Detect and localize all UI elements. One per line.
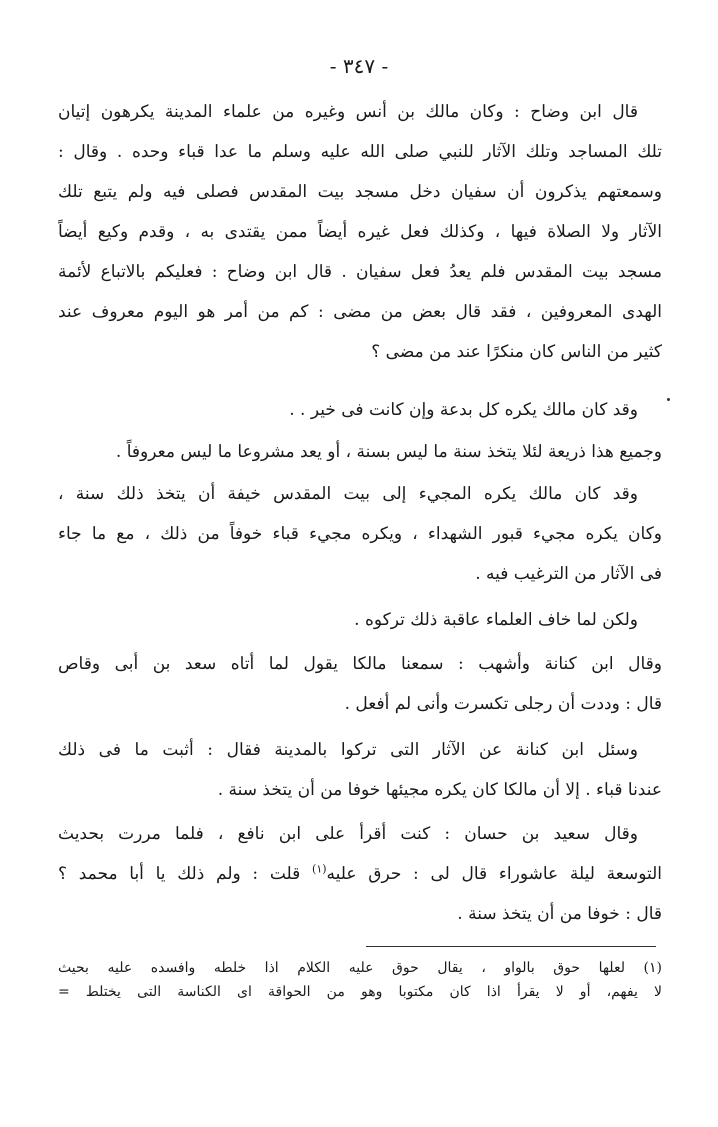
footnote-divider (366, 946, 656, 947)
text-line: الهدى المعروفين ، فقد قال بعض من مضى : كم من أمر هو اليوم معروف عند (58, 302, 662, 322)
text-line: وقال ابن كنانة وأشهب : سمعنا مالكا يقول لما أتاه سعد بن أبى وقاص (58, 654, 662, 674)
paragraph-6 (58, 644, 662, 724)
footnote-line: (١) لعلها حوق بالواو ، يقال حوق عليه الكلام اذا خلطه وافسده عليه بحيث (58, 960, 662, 976)
text-line: وجميع هذا ذريعة لئلا يتخذ سنة ما ليس بسنة ، أو يعد مشروعا ما ليس معروفاً . (115, 442, 662, 462)
text-line: عندنا قباء . إلا أن مالكا كان يكره مجيئها خوفا من أن يتخذ سنة . (217, 780, 662, 800)
paragraph-4 (58, 474, 662, 594)
text-line: وقد كان مالك يكره المجيء إلى بيت المقدس خيفة أن يتخذ ذلك سنة ، (58, 484, 638, 504)
text-line: فى الآثار من الترغيب فيه . (475, 564, 662, 584)
text-line: وسئل ابن كنانة عن الآثار التى تركوا بالمدينة فقال : أثبت ما فى ذلك (58, 740, 638, 760)
paragraph-7 (58, 730, 662, 810)
text-line: تلك المساجد وتلك الآثار للنبي صلى الله عليه وسلم ما عدا قباء وحده . وقال : (58, 142, 662, 162)
paragraph-5 (58, 600, 662, 640)
text-line-with-footnote-ref (58, 854, 662, 894)
paragraph-1 (58, 92, 662, 372)
text-line: وسمعتهم يذكرون أن سفيان دخل مسجد بيت المقدس فصلى فيه ولم يتبع تلك (58, 182, 662, 202)
footnote-reference[interactable]: (١) (312, 862, 327, 876)
text-line: قال : وددت أن رجلى تكسرت وأنى لم أفعل . (344, 694, 662, 714)
footnote-line: لا يفهم، أو لا يقرأ اذا كان مكتوبا وهو من الحواقة اى الكناسة التى يختلط = (58, 984, 662, 1000)
paragraph-2 (58, 390, 662, 430)
page-number: - ٣٤٧ - (329, 54, 389, 78)
footnote (58, 956, 662, 1004)
text-line: الآثار ولا الصلاة فيها ، وكذلك فعل غيره أيضاً ممن يقتدى به ، وقدم وكيع أيضاً (58, 222, 662, 242)
text-line: وكان يكره مجيء قبور الشهداء ، ويكره مجيء قباء خوفاً من ذلك ، مع ما جاء (58, 524, 662, 544)
margin-mark (667, 398, 670, 401)
paragraph-3 (58, 432, 662, 472)
text-line: وقال سعيد بن حسان : كنت أقرأ على ابن نافع ، فلما مررت بحديث (58, 824, 638, 844)
text-segment: التوسعة ليلة عاشوراء قال لى : حرق عليه (326, 864, 662, 884)
text-line: مسجد بيت المقدس فلم يعدُ فعل سفيان . قال ابن وضاح : فعليكم بالاتباع لأئمة (58, 262, 662, 282)
text-segment: قلت : ولم ذلك يا أبا محمد ؟ (58, 864, 313, 884)
text-line: قال : خوفا من أن يتخذ سنة . (457, 904, 662, 924)
text-line: قال ابن وضاح : وكان مالك بن أنس وغيره من علماء المدينة يكرهون إتيان (58, 102, 638, 122)
paragraph-8 (58, 814, 662, 934)
text-line: ولكن لما خاف العلماء عاقبة ذلك تركوه . (354, 610, 638, 630)
text-line: وقد كان مالك يكره كل بدعة وإن كانت فى خير . . (289, 400, 638, 420)
text-line: كثير من الناس كان منكرًا عند من مضى ؟ (371, 342, 662, 362)
